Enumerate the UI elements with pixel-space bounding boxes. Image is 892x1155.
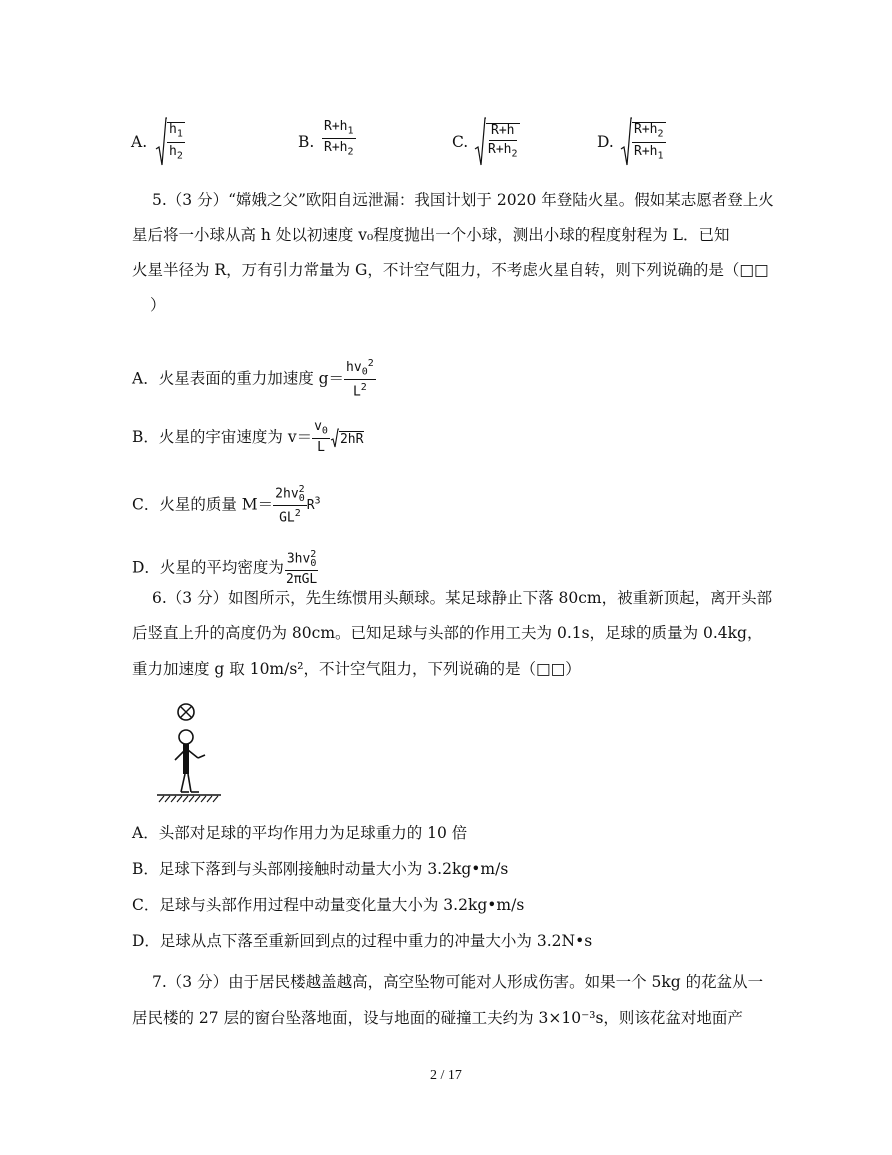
q5-option-d	[132, 549, 319, 588]
q4-option-b-label: B.	[298, 133, 315, 151]
q4-d-numerator: $R+h_2$	[632, 123, 666, 142]
q6-stem-line-3: 重力加速度 g 取 10m/s²，不计空气阻力，下列说确的是（□□）	[132, 660, 581, 678]
q6-stem-line-1: 6.（3 分）如图所示，先生练惯用头颠球。某足球静止下落 80cm，被重新顶起，离开头部	[152, 589, 773, 607]
q5-option-c-fraction: $\frac{2hv^2_0}{GL^2}$	[275, 484, 305, 526]
q5-option-a	[132, 358, 376, 401]
q5-a-denominator: L	[352, 384, 361, 400]
q4-a-denominator: $h_2$	[169, 143, 183, 162]
q5-d-denominator: 2πGL	[285, 572, 318, 588]
q4-option-d-formula	[620, 117, 666, 167]
q4-option-a-label: A.	[131, 133, 148, 151]
q4-option-d-label: D.	[597, 133, 614, 151]
q4-option-c-label: C.	[452, 133, 469, 151]
q4-option-c-formula	[474, 117, 520, 167]
header-ball-figure	[155, 700, 225, 804]
q4-b-denominator: $R+h_2$	[324, 140, 354, 158]
q5-option-d-text: D．火星的平均密度为	[132, 558, 284, 577]
q4-c-numerator: R+h	[489, 124, 516, 141]
q5-option-b-fraction	[312, 420, 330, 456]
q6-stem-line-2: 后竖直上升的高度仍为 80cm。已知足球与头部的作用工夫为 0.1s，足球的质量为 0.4kg，	[132, 624, 763, 642]
q5-option-b-root	[330, 428, 364, 448]
q4-option-a-formula	[155, 117, 185, 167]
q4-a-numerator: $h_1$	[167, 123, 185, 142]
q6-option-a: A．头部对足球的平均作用力为足球重力的 10 倍	[132, 824, 468, 842]
q6-option-c: C．足球与头部作用过程中动量变化量大小为 3.2kg•m/s	[132, 896, 525, 914]
q7-stem-line-2: 居民楼的 27 层的窗台坠落地面，设与地面的碰撞工夫约为 3×10⁻³s，则该花盆对地面产	[132, 1009, 743, 1027]
q5-c-denominator: GL	[279, 510, 295, 526]
q5-stem-line-3: 火星半径为 R，万有引力常量为 G，不计空气阻力，不考虑火星自转，则下列说确的是（□□	[132, 261, 769, 279]
q5-d-numerator: 3hv	[286, 551, 311, 567]
q5-stem-line-1: 5.（3 分）“嫦娥之父”欧阳自远泄漏：我国计划于 2020 年登陆火星。假如某志愿者登上火	[152, 191, 774, 209]
q4-c-denominator: $R+h_2$	[488, 142, 518, 161]
q5-option-d-fraction: $\frac{3hv^2_0}{\text{2πGL}}$	[285, 549, 318, 588]
q6-option-d: D．足球从点下落至重新回到点的过程中重力的冲量大小为 3.2N•s	[132, 932, 593, 950]
q5-a-numerator: $hv_0$	[346, 360, 368, 378]
q5-c-numerator: 2hv	[275, 486, 299, 502]
q5-b-radicand: 2hR	[339, 431, 364, 447]
q5-stem-line-4: ）	[150, 296, 166, 314]
q4-b-numerator: $R+h_1$	[322, 120, 356, 139]
q4-d-denominator: $R+h_1$	[634, 143, 664, 162]
q5-b-numerator: $v_0$	[312, 420, 330, 439]
q5-option-a-fraction: $\frac{hv_0^2}{L^2}$	[346, 358, 374, 400]
q5-option-b	[132, 420, 364, 456]
q5-stem-line-2: 星后将一小球从高 h 处以初速度 v₀程度抛出一个小球，测出小球的程度射程为 L．已知	[132, 226, 730, 244]
q5-option-c: C．火星的质量 M＝ $\frac{2hv^2_0}{GL^2}$ $R^3$	[132, 484, 321, 526]
q4-option-b-formula	[322, 120, 356, 158]
q5-c-tail: R	[306, 498, 315, 514]
q5-option-b-text: B．火星的宇宙速度为 v＝	[132, 428, 313, 447]
q6-option-b: B．足球下落到与头部刚接触时动量大小为 3.2kg•m/s	[132, 860, 509, 878]
q5-option-a-text: A．火星表面的重力加速度 g＝	[132, 369, 345, 388]
q5-b-denominator: L	[317, 440, 325, 456]
page-number: 2 / 17	[430, 1068, 462, 1083]
q7-stem-line-1: 7.（3 分）由于居民楼越盖越高，高空坠物可能对人形成伤害。如果一个 5kg 的花盆从一	[152, 973, 764, 991]
q5-option-c-text: C．火星的质量 M＝	[132, 495, 274, 514]
